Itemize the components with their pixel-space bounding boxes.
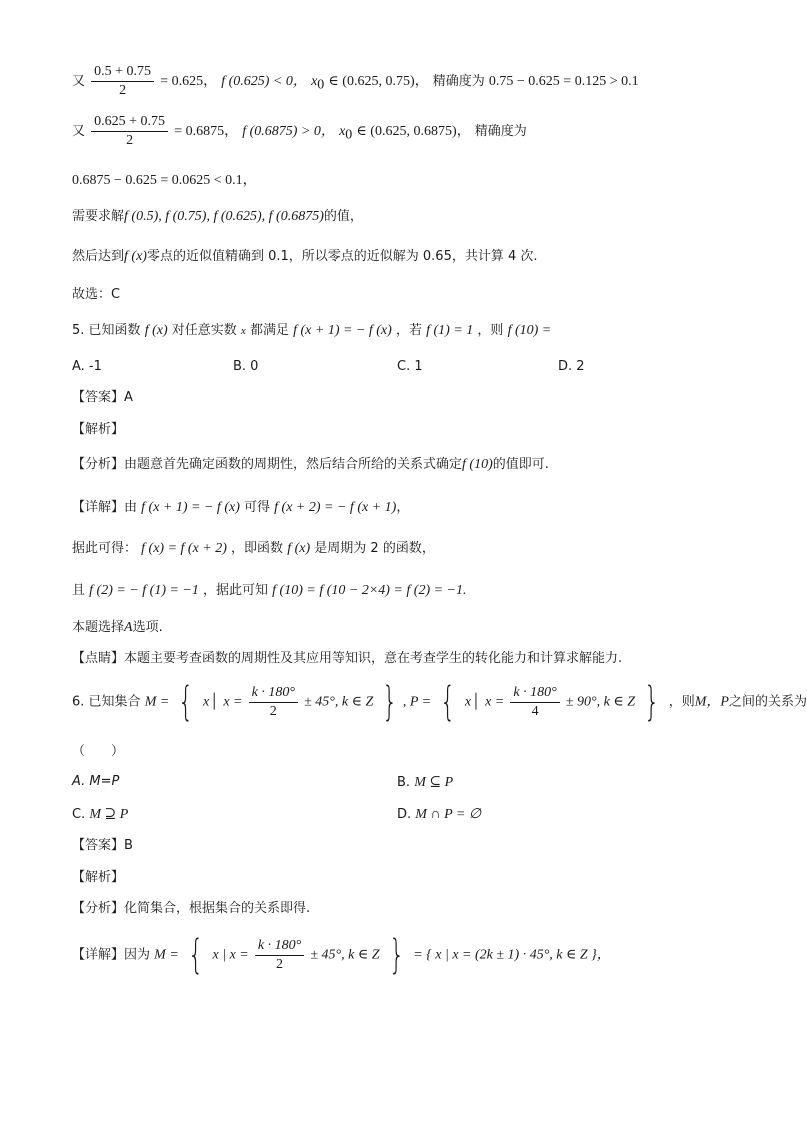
- q5-select: 本题选择A选项.: [72, 620, 163, 635]
- left-brace: {: [178, 679, 194, 725]
- q6-answer: 【答案】B: [72, 838, 133, 853]
- q6-analysis-heading: 【解析】: [72, 870, 125, 885]
- line-midpoint-2: 又 $\frac{0.625 + 0.75}{2}$ = 0.6875， f (0.6875) > 0， $x_0$ ∈ (0.625, 0.6875)， 精确度为: [72, 114, 527, 148]
- fraction: $\frac{k \cdot 180^\circ}{2}$: [255, 938, 304, 973]
- q6-option-b: B. M ⊆ P: [397, 775, 454, 790]
- q5-detail-2: 据此可得： f (x) = f (x + 2) ，即函数 f (x) 是周期为 2 的函数，: [72, 541, 435, 556]
- right-brace: }: [388, 932, 404, 978]
- q5-detail-3: 且 f (2) = − f (1) = −1 ，据此可知 f (10) = f (10 − 2×4) = f (2) = −1.: [72, 583, 467, 598]
- q5-analysis-heading: 【解析】: [72, 422, 125, 437]
- fraction: $\frac{k \cdot 180^\circ}{4}$: [510, 685, 559, 720]
- left-brace: {: [187, 932, 204, 978]
- line-values-needed: 需要求解f (0.5), f (0.75), f (0.625), f (0.6875)的值，: [72, 209, 363, 224]
- question-5: 5. 已知函数 f (x) 对任意实数 x 都满足 f (x + 1) = − f (x) ，若 f (1) = 1 ，则 f (10) =: [72, 323, 552, 338]
- right-brace: }: [382, 679, 398, 725]
- q5-option-b: B. 0: [233, 359, 259, 374]
- left-brace: {: [440, 679, 456, 725]
- q6-paren: （ ）: [72, 744, 125, 759]
- q5-option-c: C. 1: [397, 359, 423, 374]
- q5-option-d: D. 2: [558, 359, 585, 374]
- line-precision: 0.6875 − 0.625 = 0.0625 < 0.1，: [72, 173, 257, 188]
- q5-analysis: 【分析】由题意首先确定函数的周期性，然后结合所给的关系式确定f (10)的值即可.: [72, 457, 549, 472]
- q6-option-c: C. M ⊇ P: [72, 807, 129, 822]
- q5-option-a: A. -1: [72, 359, 102, 374]
- q6-option-a: A. M=P: [72, 774, 120, 789]
- fraction: $\frac{0.625 + 0.75}{2}$: [91, 114, 168, 149]
- fraction: $\frac{k \cdot 180^\circ}{2}$: [249, 685, 298, 720]
- q5-answer: 【答案】A: [72, 390, 133, 405]
- line-choice: 故选：C: [72, 287, 121, 302]
- fraction: $\frac{0.5 + 0.75}{2}$: [91, 64, 154, 99]
- q5-detail-1: 【详解】由 f (x + 1) = − f (x) 可得 f (x + 2) = − f (x + 1)，: [72, 500, 410, 515]
- q6-option-d: D. M ∩ P = ∅: [397, 807, 482, 822]
- right-brace: }: [644, 679, 660, 725]
- q5-comment: 【点睛】本题主要考查函数的周期性及其应用等知识，意在考查学生的转化能力和计算求解能力.: [72, 651, 623, 666]
- q6-detail: 【详解】因为 M = { x | x = $\frac{k \cdot 180^\circ}{2}$ ± 45°, k ∈ Z } = { x | x = (2k ± 1) · 45°, k ∈ Z }，: [72, 932, 611, 978]
- line-midpoint-1: 又 $\frac{0.5 + 0.75}{2}$ = 0.625， f (0.625) < 0， $x_0$ ∈ (0.625, 0.75)， 精确度为 0.75 − 0.625 = 0.125 > 0.1: [72, 64, 639, 98]
- question-6: 6. 已知集合 M = { x│ x = $\frac{k \cdot 180^\circ}{2}$ ± 45°, k ∈ Z } , P = { x│ x = $\frac{k \cdot 180^\circ}{4}$ ± 90°, k ∈ Z } ，则M，P之间的关系为: [72, 679, 807, 725]
- q6-analysis: 【分析】化简集合，根据集合的关系即得.: [72, 901, 311, 916]
- line-conclusion: 然后达到f (x)零点的近似值精确到 0.1，所以零点的近似解为 0.65，共计算 4 次.: [72, 249, 538, 264]
